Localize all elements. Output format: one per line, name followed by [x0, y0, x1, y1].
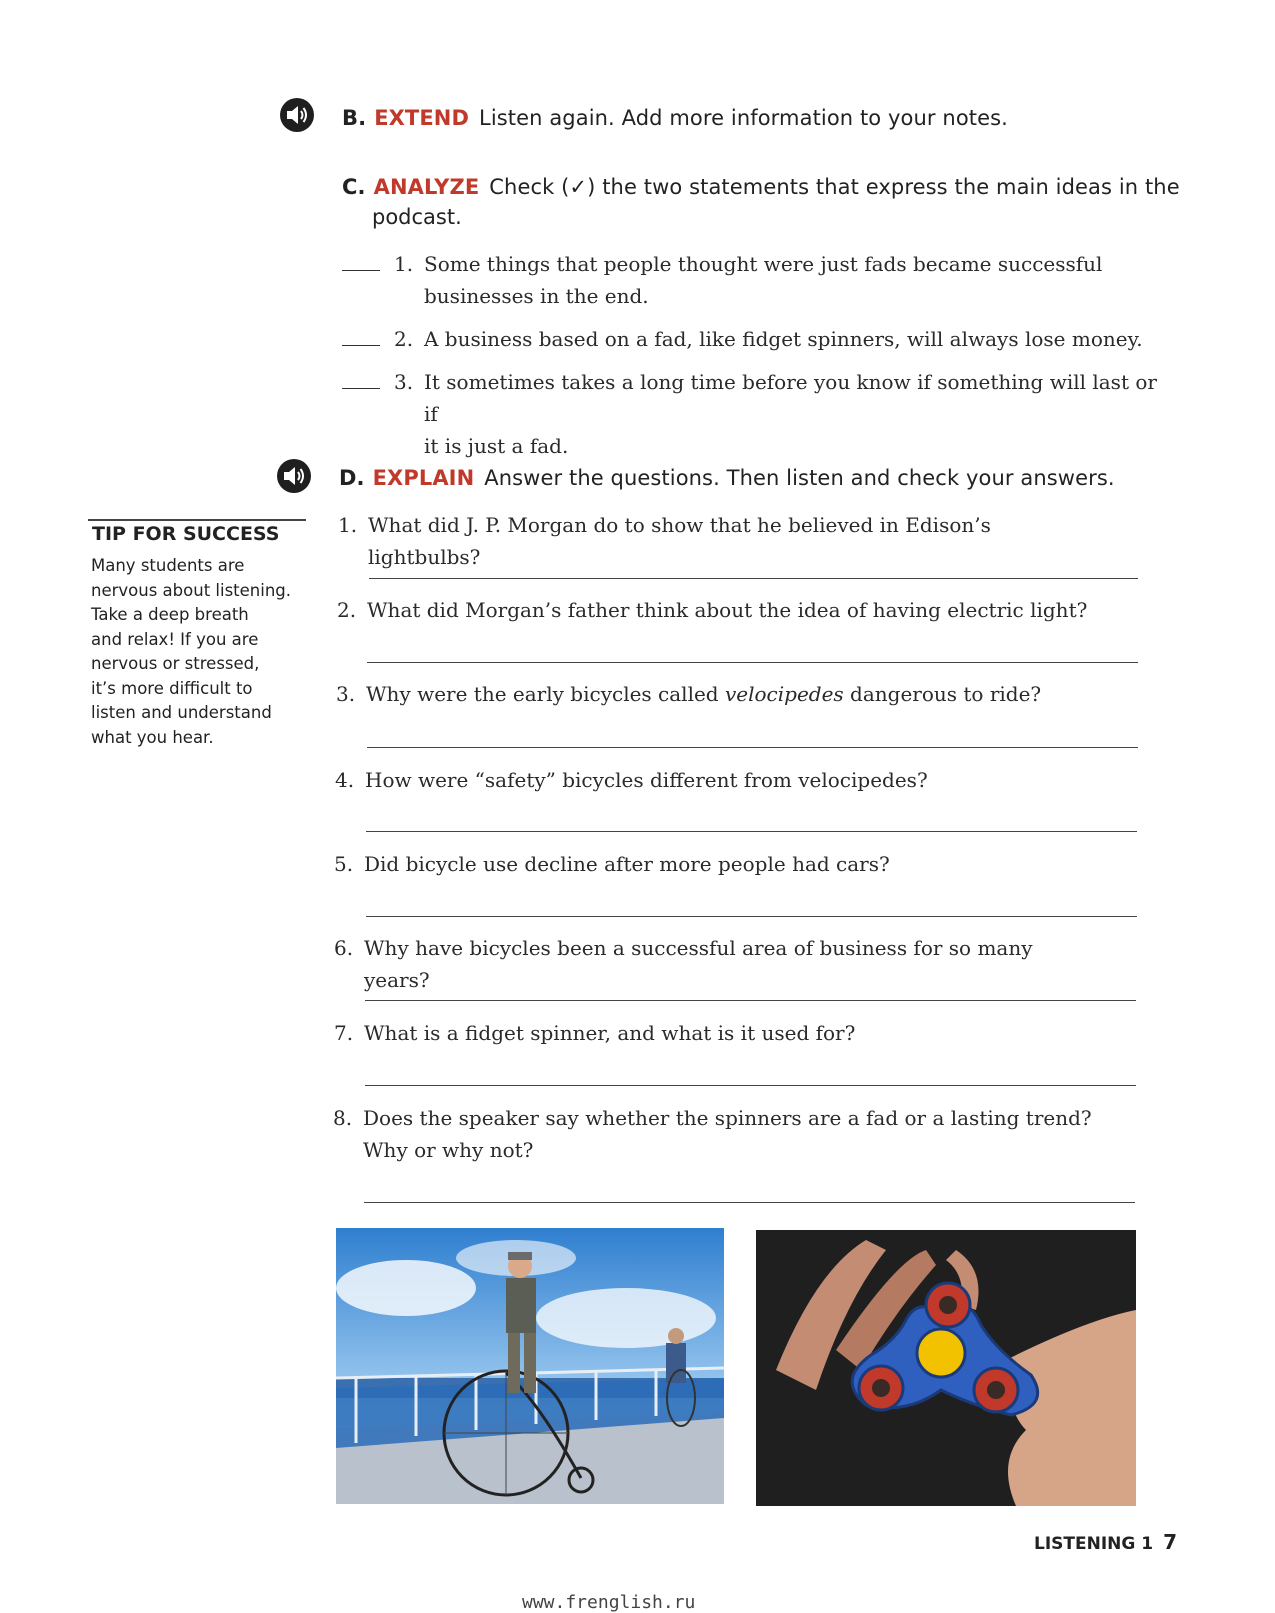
audio-play-icon-d[interactable]	[277, 459, 311, 493]
statement-text	[424, 323, 1164, 355]
question-text	[366, 678, 1106, 710]
question-number: 2.	[337, 598, 357, 622]
question-text: What is a fidget spinner, and what is it used for?	[364, 1021, 856, 1045]
answer-line-5[interactable]	[366, 916, 1137, 917]
tip-line: what you hear.	[91, 727, 214, 747]
watermark: www.frenglish.ru	[522, 1592, 696, 1613]
question-line: Does the speaker say whether the spinners are a fad or a lasting trend?	[363, 1106, 1092, 1130]
statement-3	[342, 366, 1162, 458]
question-text: What did Morgan’s father think about the idea of having electric light?	[367, 598, 1088, 622]
answer-line-7[interactable]	[365, 1085, 1136, 1086]
question-number: 8.	[333, 1106, 353, 1130]
statement-number: 3.	[394, 370, 414, 394]
question-text: Did bicycle use decline after more people had cars?	[364, 852, 890, 876]
statement-number: 1.	[394, 252, 414, 276]
audio-play-icon-b[interactable]	[280, 98, 314, 132]
question-number: 6.	[334, 936, 354, 960]
section-instruction: Answer the questions. Then listen and check your answers.	[484, 466, 1115, 490]
section-instruction: Listen again. Add more information to your notes.	[479, 106, 1008, 130]
statement-2	[342, 323, 1162, 355]
check-blank[interactable]	[342, 345, 380, 346]
page-footer	[1034, 1530, 1177, 1554]
tip-line: and relax! If you are	[91, 629, 259, 649]
section-b-heading	[342, 103, 1008, 133]
statement-line: it is just a fad.	[424, 434, 569, 458]
tip-line: Take a deep breath	[91, 605, 249, 624]
tip-body	[91, 554, 306, 750]
footer-label: LISTENING 1	[1033, 1534, 1154, 1554]
question-number: 7.	[334, 1021, 354, 1045]
answer-line-2[interactable]	[367, 662, 1138, 663]
tip-line: Many students are	[91, 556, 245, 575]
answer-line-6[interactable]	[365, 1000, 1136, 1001]
photo-penny-farthing	[336, 1228, 724, 1504]
question-number: 3.	[336, 682, 356, 706]
section-d-heading	[339, 463, 1115, 493]
tip-line: it’s more difficult to	[91, 678, 253, 698]
question-text: What did J. P. Morgan do to show that he believed in Edison’s lightbulbs?	[368, 513, 991, 569]
section-letter: D.	[339, 466, 365, 490]
statement-text	[424, 366, 1164, 462]
penny-farthing-illustration	[336, 1228, 724, 1504]
question-number: 5.	[334, 852, 354, 876]
question-text	[363, 1102, 1103, 1166]
section-keyword: ANALYZE	[373, 175, 480, 199]
section-keyword: EXTEND	[374, 106, 470, 130]
check-blank[interactable]	[342, 270, 380, 271]
section-letter: C.	[342, 175, 366, 199]
section-c-heading	[342, 172, 1180, 202]
answer-line-1[interactable]	[369, 578, 1138, 579]
section-letter: B.	[342, 106, 367, 130]
answer-line-3[interactable]	[367, 747, 1138, 748]
question-line: Why or why not?	[363, 1138, 534, 1162]
statement-line: A business based on a fad, like fidget spinners, will always lose money.	[424, 327, 1143, 351]
statement-1	[342, 248, 1162, 312]
tip-divider	[88, 519, 306, 521]
answer-line-8[interactable]	[364, 1202, 1135, 1203]
question-text-pre: Why were the early bicycles called	[366, 682, 725, 706]
question-number: 1.	[338, 513, 358, 537]
question-text: Why have bicycles been a successful area of business for so many years?	[364, 936, 1033, 992]
question-text-post: dangerous to ride?	[843, 682, 1042, 706]
tip-line: listen and understand	[91, 703, 272, 722]
answer-line-4[interactable]	[366, 831, 1137, 832]
statement-text	[424, 248, 1164, 312]
section-keyword: EXPLAIN	[372, 466, 475, 490]
question-number: 4.	[335, 768, 355, 792]
photo-fidget-spinner	[756, 1230, 1136, 1506]
statement-line: It sometimes takes a long time before you know if something will last or if	[424, 370, 1157, 426]
statement-number: 2.	[394, 327, 414, 351]
section-c-instruction-continued: podcast.	[372, 205, 462, 229]
tip-line: nervous about listening.	[91, 580, 292, 600]
tip-line: nervous or stressed,	[91, 654, 260, 673]
page-number: 7	[1163, 1530, 1177, 1554]
question-text: How were “safety” bicycles different from velocipedes?	[365, 768, 928, 792]
check-blank[interactable]	[342, 388, 380, 389]
speaker-icon	[281, 464, 307, 488]
fidget-spinner-illustration	[756, 1230, 1136, 1506]
tip-title: TIP FOR SUCCESS	[92, 523, 280, 545]
statement-line: Some things that people thought were just fads became successful	[424, 252, 1103, 276]
statement-line: businesses in the end.	[424, 284, 649, 308]
speaker-icon	[284, 103, 310, 127]
section-instruction: Check (✓) the two statements that express the main ideas in the	[489, 175, 1180, 199]
question-text-emphasis: velocipedes	[724, 682, 844, 706]
